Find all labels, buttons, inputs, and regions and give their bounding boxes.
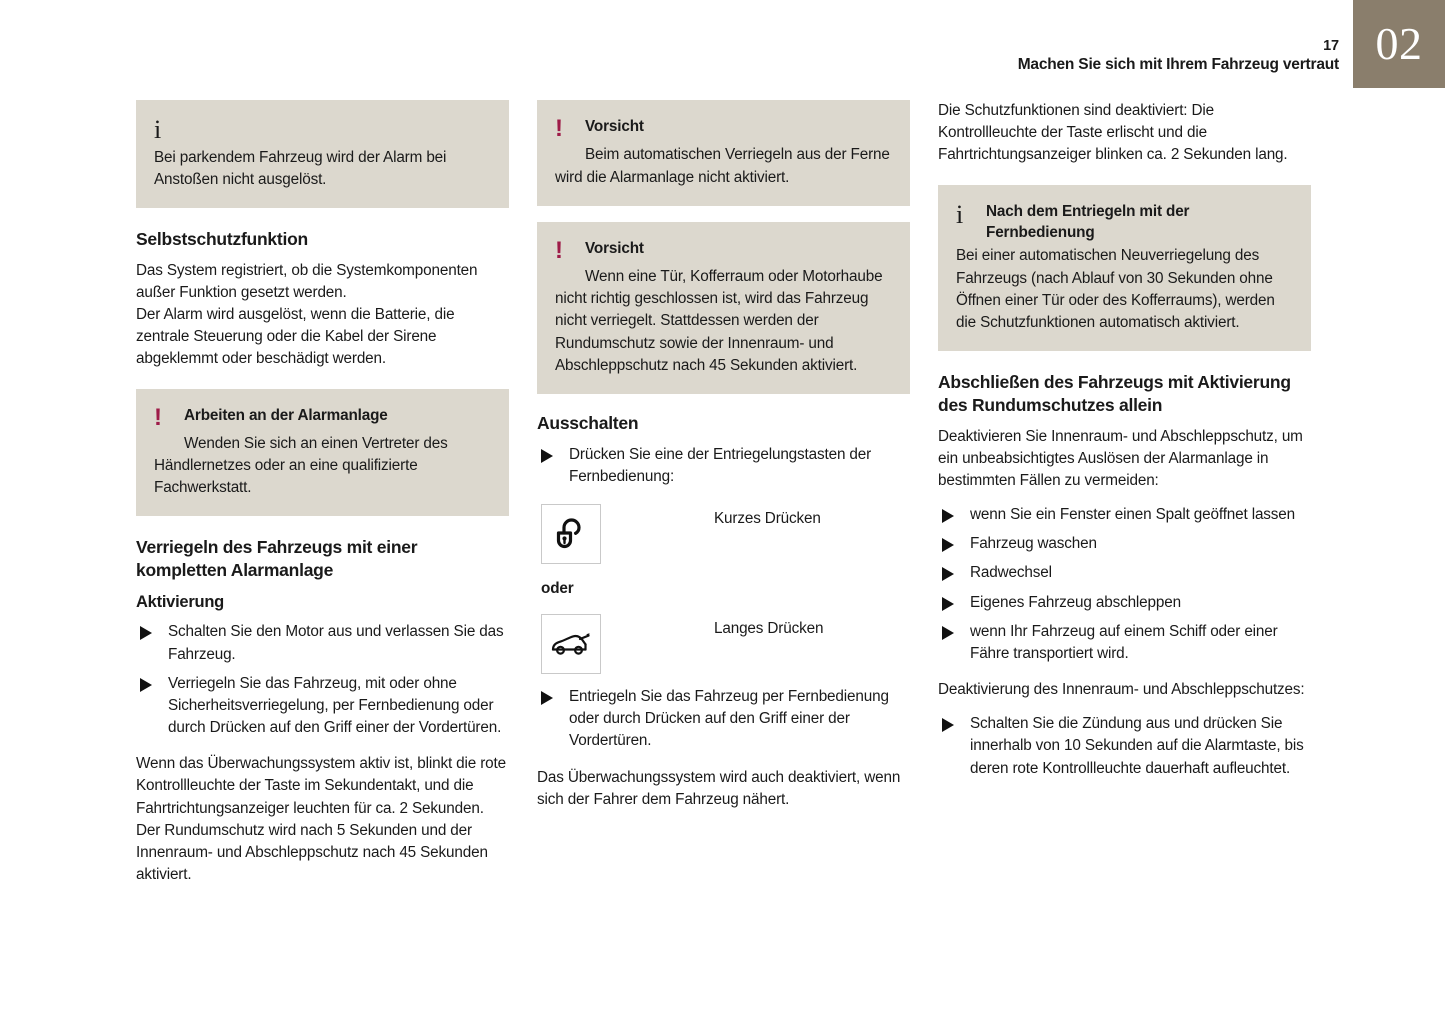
paragraph-system-registriert: Das System registriert, ob die Systemkomponenten außer Funktion gesetzt werden. (136, 261, 478, 301)
list-item-label: Schalten Sie den Motor aus und verlassen Sie das Fahrzeug. (168, 623, 504, 663)
warning-callout-vorsicht-2 (537, 222, 910, 394)
list-item (537, 444, 910, 488)
list-ausschalten-step-2 (537, 686, 910, 753)
list-item-label: wenn Sie ein Fenster einen Spalt geöffnet lassen (970, 506, 1296, 524)
info-callout-parked-vehicle (136, 100, 509, 208)
callout-body: Wenden Sie sich an einen Vertreter des Händlernetzes oder an eine qualifizierte Fachwerkstatt. (154, 434, 448, 497)
page-title-abschliessen: Abschließen des Fahrzeugs mit Aktivierung des Rundumschutzes allein (938, 372, 1291, 415)
callout-body: Beim automatischen Verriegeln aus der Ferne wird die Alarmanlage nicht aktiviert. (555, 146, 890, 186)
page-number: 17 (1323, 38, 1339, 54)
list-vermeiden-faelle (938, 504, 1311, 665)
sub-title-aktivierung: Aktivierung (136, 592, 225, 611)
header-text-group (1018, 38, 1339, 75)
warning-icon: ! (555, 115, 563, 142)
warning-icon: ! (154, 403, 162, 431)
callout-title: Arbeiten an der Alarmanlage (184, 406, 388, 424)
info-callout-nach-entriegeln (938, 185, 1311, 352)
triangle-bullet-icon (942, 718, 954, 732)
car-open-trunk-icon-box (541, 614, 601, 674)
list-item (938, 621, 1311, 665)
list-item (136, 621, 509, 665)
callout-body: Wenn eine Tür, Kofferraum oder Motorhaube nicht richtig geschlossen ist, wird das Fahrzeug nicht verriegelt. Stattdessen werden der Rundumschutz sowie der Innenraum- und Abschleppschutz nach 45 Sekunden aktiviert. (555, 268, 883, 374)
chapter-title: Machen Sie sich mit Ihrem Fahrzeug vertraut (1017, 55, 1339, 73)
column-1 (136, 100, 509, 894)
callout-body: Bei einer automatischen Neuverriegelung des Fahrzeugs (nach Ablauf von 30 Sekunden ohne Öffnen einer Tür oder des Kofferraums), werden die Schutzfunktionen automatisch aktiviert. (956, 247, 1275, 331)
triangle-bullet-icon (942, 538, 954, 552)
list-item-label: Verriegeln Sie das Fahrzeug, mit oder ohne Sicherheitsverriegelung, per Fernbedienung oder durch Drücken auf den Griff einer der Vordertüren. (168, 674, 502, 737)
list-item-label: wenn Ihr Fahrzeug auf einem Schiff oder einer Fähre transportiert wird. (970, 622, 1278, 662)
list-item-label: Radwechsel (970, 564, 1052, 582)
triangle-bullet-icon (942, 509, 954, 523)
list-item (938, 592, 1311, 614)
list-item-label: Schalten Sie die Zündung aus und drücken Sie innerhalb von 10 Sekunden auf die Alarmtaste, bis deren rote Kontrollleuchte dauerhaft aufleuchtet. (970, 715, 1304, 777)
callout-title: Vorsicht (585, 118, 644, 135)
chapter-number: 02 (1375, 18, 1423, 69)
icon-row-langes-druecken (537, 614, 910, 674)
paragraph-rundumschutz: Der Rundumschutz wird nach 5 Sekunden und der Innenraum- und Abschleppschutz nach 45 Sekunden aktiviert. (136, 821, 488, 884)
info-icon: i (956, 199, 964, 229)
triangle-bullet-icon (942, 567, 954, 581)
list-item (938, 562, 1311, 584)
page-title-selbstschutzfunktion: Selbstschutzfunktion (136, 228, 308, 249)
unlock-padlock-icon (551, 514, 591, 554)
paragraph-alarm-ausgeloest: Der Alarm wird ausgelöst, wenn die Batterie, die zentrale Steuerung oder die Kabel der Sirene abgeklemmt oder beschädigt werden. (136, 306, 455, 368)
column-3 (938, 100, 1311, 894)
icon-row-kurzes-druecken (537, 504, 910, 564)
warning-callout-vorsicht-1 (537, 100, 910, 206)
paragraph-schutzfunktionen-deaktiviert: Die Schutzfunktionen sind deaktiviert: Die Kontrollleuchte der Taste erlischt und die Fahrtrichtungsanzeiger blinken ca. 2 Sekunden lang. (938, 102, 1288, 164)
callout-body: Bei parkendem Fahrzeug wird der Alarm bei Anstoßen nicht ausgelöst. (154, 148, 447, 188)
unlock-padlock-icon-box (541, 504, 601, 564)
callout-title: Vorsicht (585, 239, 644, 257)
list-item-label: Eigenes Fahrzeug abschleppen (970, 593, 1181, 611)
icon-caption-kurzes-druecken: Kurzes Drücken (714, 510, 821, 528)
triangle-bullet-icon (942, 626, 954, 640)
chapter-tab (1353, 0, 1445, 88)
car-open-trunk-icon (549, 629, 593, 659)
triangle-bullet-icon (541, 449, 553, 463)
paragraph-deaktivierung-abschleppschutz: Deaktivierung des Innenraum- und Abschleppschutzes: (938, 681, 1305, 699)
list-zuendung-schritt (938, 713, 1311, 780)
paragraph-ueberwachungssystem-deaktiviert: Das Überwachungssystem wird auch deaktiviert, wenn sich der Fahrer dem Fahrzeug nähert. (537, 768, 901, 808)
list-item (537, 686, 910, 753)
warning-callout-arbeiten-alarmanlage (136, 389, 509, 517)
warning-icon: ! (555, 236, 563, 264)
list-item (938, 533, 1311, 555)
callout-title: Nach dem Entriegeln mit der Fernbedienung (986, 202, 1190, 241)
content-columns (136, 100, 1311, 894)
oder-label: oder (541, 580, 574, 598)
list-item (938, 504, 1311, 526)
triangle-bullet-icon (942, 597, 954, 611)
page-title-verriegeln: Verriegeln des Fahrzeugs mit einer kompletten Alarmanlage (136, 537, 418, 581)
paragraph-deaktivieren-innenraum: Deaktivieren Sie Innenraum- und Abschleppschutz, um ein unbeabsichtigtes Auslösen der Alarmanlage in bestimmten Fällen zu vermeiden: (938, 427, 1303, 489)
list-aktivierung-steps (136, 621, 509, 739)
paragraph-ueberwachungssystem-aktiv: Wenn das Überwachungssystem aktiv ist, blinkt die rote Kontrollleuchte der Taste im Sekundentakt, und die Fahrtrichtungsanzeiger leuchten für ca. 2 Sekunden. (136, 755, 506, 817)
triangle-bullet-icon (140, 678, 152, 692)
list-item-label: Drücken Sie eine der Entriegelungstasten der Fernbedienung: (569, 445, 872, 485)
triangle-bullet-icon (541, 691, 553, 705)
column-2 (537, 100, 910, 894)
page-header (0, 0, 1445, 88)
info-icon: i (154, 115, 162, 144)
list-item-label: Fahrzeug waschen (970, 535, 1097, 553)
icon-caption-langes-druecken: Langes Drücken (714, 620, 824, 638)
list-item-label: Entriegeln Sie das Fahrzeug per Fernbedienung oder durch Drücken auf den Griff einer der Vordertüren. (569, 688, 889, 750)
page-title-ausschalten: Ausschalten (537, 412, 639, 433)
list-item (938, 713, 1311, 780)
list-item (136, 673, 509, 740)
triangle-bullet-icon (140, 626, 152, 640)
list-ausschalten-step-1 (537, 444, 910, 488)
